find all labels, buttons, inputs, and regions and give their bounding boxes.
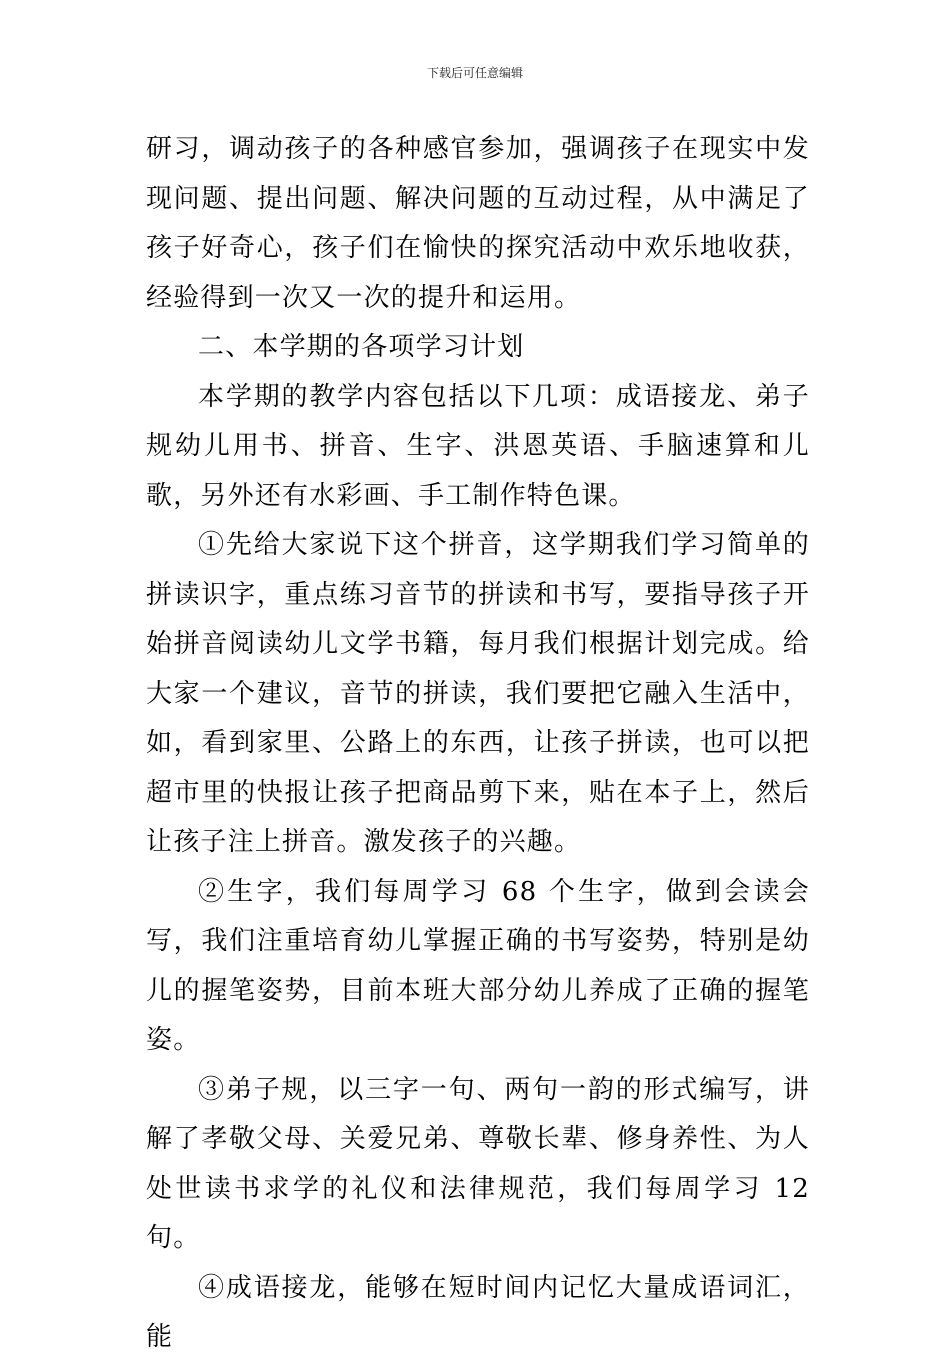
paragraph-pinyin: ①先给大家说下这个拼音，这学期我们学习简单的拼读识字，重点练习音节的拼读和书写，要指导孩子开始拼音阅读幼儿文学书籍，每月我们根据计划完成。给大家一个建议，音节的拼读，我们要把它融入生活中，如，看到家里、公路上的东西，让孩子拼读，也可以把超市里的快报让孩子把商品剪下来，贴在本子上，然后让孩子注上拼音。激发孩子的兴趣。 (146, 530, 810, 857)
paragraph-characters: ②生字，我们每周学习 68 个生字，做到会读会写，我们注重培育幼儿掌握正确的书写姿势，特别是幼儿的握笔姿势，目前本班大部分幼儿养成了正确的握笔姿。 (146, 876, 810, 1055)
paragraph-overview: 本学期的教学内容包括以下几项：成语接龙、弟子规幼儿用书、拼音、生字、洪恩英语、手脑速算和儿歌，另外还有水彩画、手工制作特色课。 (146, 381, 810, 511)
paragraph-continuation: 研习，调动孩子的各种感官参加，强调孩子在现实中发现问题、提出问题、解决问题的互动过程，从中满足了孩子好奇心，孩子们在愉快的探究活动中欢乐地收获，经验得到一次又一次的提升和运用。 (146, 134, 810, 313)
section-heading: 二、本学期的各项学习计划 (198, 332, 525, 362)
paragraph-dizigui: ③弟子规，以三字一句、两句一韵的形式编写，讲解了孝敬父母、关爱兄弟、尊敬长辈、修身养性、为人处世读书求学的礼仪和法律规范，我们每周学习 12 句。 (146, 1074, 810, 1253)
document-body (146, 125, 810, 1363)
page-header: 下载后可任意编辑 (426, 66, 523, 80)
paragraph-idioms: ④成语接龙，能够在短时间内记忆大量成语词汇，能 (146, 1272, 810, 1352)
